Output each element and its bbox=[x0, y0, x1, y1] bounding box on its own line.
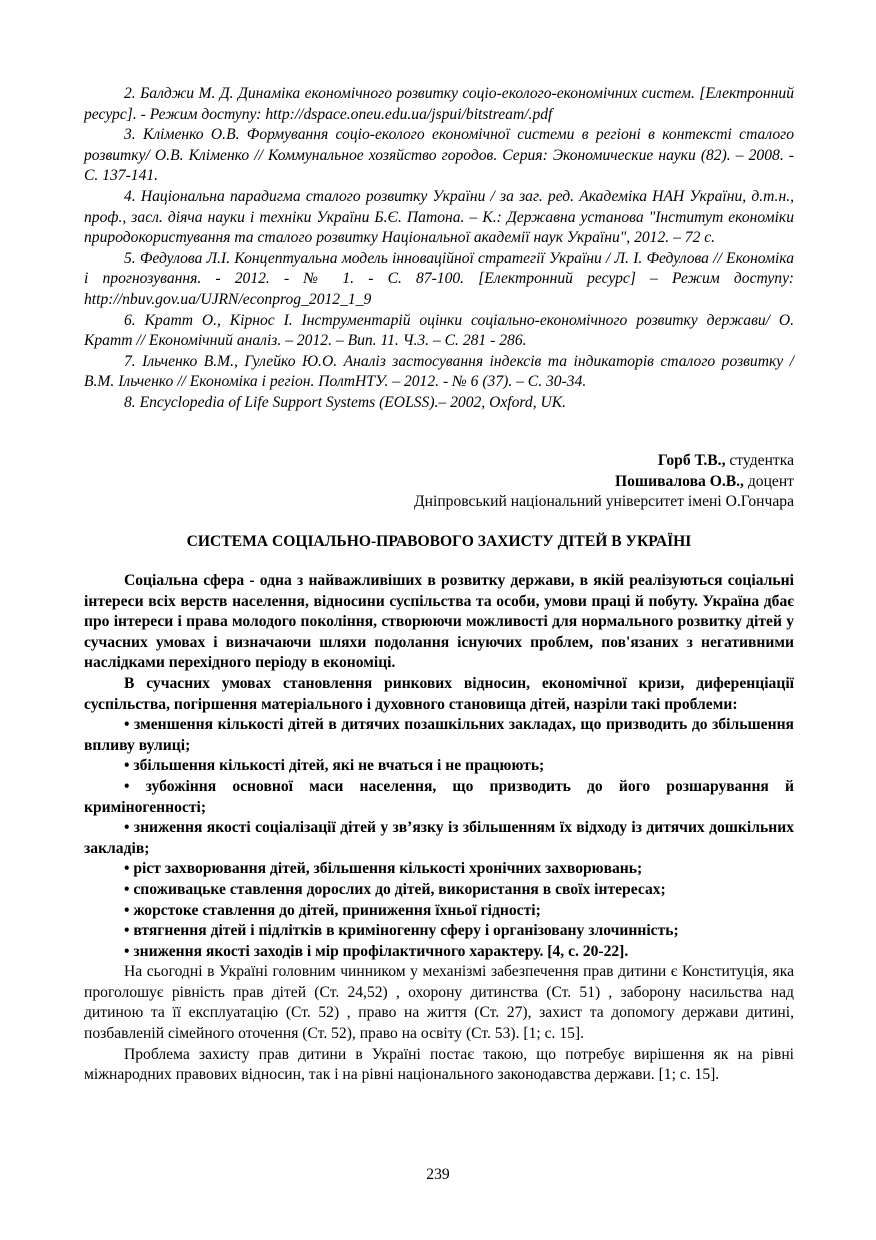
problem-item: • зниження якості заходів і мір профілактичного характеру. [4, с. 20-22]. bbox=[124, 942, 629, 960]
problem-item: • зменшення кількості дітей в дитячих позашкільних закладах, що призводить до збільшення впливу вулиці; bbox=[84, 716, 794, 754]
page-number: 239 bbox=[426, 1166, 450, 1183]
reference-item: 2. Балджи М. Д. Динаміка економічного розвитку соціо-еколого-економічних систем. [Електронний ресурс]. - Режим доступу: http://dspace.oneu.edu.ua/jspui/bitstream/.pdf bbox=[84, 85, 794, 123]
author-line bbox=[194, 451, 794, 472]
problem-item: • зниження якості соціалізації дітей у зв’язку із збільшенням їх відходу із дитячих дошкільних закладів; bbox=[84, 819, 794, 857]
problem-item: • зубожіння основної маси населення, що призводить до його розшарування й криміногенності; bbox=[84, 777, 794, 816]
article-title: СИСТЕМА СОЦІАЛЬНО-ПРАВОВОГО ЗАХИСТУ ДІТЕЙ В УКРАЇНІ bbox=[186, 533, 692, 550]
problem-item: • втягнення дітей і підлітків в криміногенну сферу і організовану злочинність; bbox=[124, 922, 679, 940]
author-name: Горб Т.В., bbox=[657, 452, 726, 469]
reference-item: 6. Кратт О., Кірнос І. Інструментарій оцінки соціально-економічного розвитку держави/ О. Кратт // Економічний аналіз. – 2012. – Вип. 11. Ч.3. – С. 281 - 286. bbox=[84, 311, 794, 350]
author-role: студентка bbox=[725, 452, 794, 469]
problem-item: • ріст захворювання дітей, збільшення кількості хронічних захворювань; bbox=[124, 860, 643, 878]
reference-item: 5. Федулова Л.І. Концептуальна модель інноваційної стратегії України / Л. І. Федулова // Економіка і прогнозування. - 2012. - № 1. - С. 87-100. [Електронний ресурс] – Режим доступу: http://nbuv.gov.ua/UJRN/econprog_2012_1_9 bbox=[84, 249, 794, 308]
problem-item: • споживацьке ставлення дорослих до дітей, використання в своїх інтересах; bbox=[124, 880, 666, 898]
body-paragraph: Проблема захисту прав дитини в Україні постає такою, що потребує вирішення як на рівні міжнародних правових відносин, так і на рівні національного законодавства держави. [1; с. 15]. bbox=[84, 1045, 794, 1084]
author-affiliation: Дніпровський національний університет імені О.Гончара bbox=[414, 493, 794, 511]
article-body bbox=[84, 571, 794, 1086]
author-block bbox=[194, 451, 794, 513]
body-paragraph: В сучасних умовах становлення ринкових відносин, економічної кризи, диференціації суспільства, погіршення матеріального і духовного становища дітей, назріли такі проблеми: bbox=[84, 674, 794, 713]
reference-item: 3. Кліменко О.В. Формування соціо-еколого економічної системи в регіоні в контексті сталого розвитку/ О.В. Кліменко // Коммунальное хозяйство городов. Серия: Экономические науки (82). – 2008. - С. 137-141. bbox=[84, 126, 794, 185]
problem-item: • збільшення кількості дітей, які не вчаться і не працюють; bbox=[124, 757, 545, 775]
reference-item: 7. Ільченко В.М., Гулейко Ю.О. Аналіз застосування індексів та індикаторів сталого розвитку / В.М. Ільченко // Економіка і регіон. ПолтНТУ. – 2012. - № 6 (37). – С. 30-34. bbox=[84, 352, 794, 391]
author-line bbox=[194, 472, 794, 493]
body-paragraph: Соціальна сфера - одна з найважливіших в розвитку держави, в якій реалізуються соціальні інтереси всіх верств населення, відносини суспільства та особи, умови праці й побуту. Україна дбає про інтереси і права молодого покоління, створюючи можливості для нормального розвитку дітей у сучасних умовах і визначаючи шляхи подолання існуючих проблем, пов'язаних з негативними наслідками перехідного періоду в економіці. bbox=[84, 572, 794, 672]
reference-item: 8. Encyclopedia of Life Support Systems (EOLSS).– 2002, Oxford, UK. bbox=[124, 393, 567, 411]
problem-item: • жорстоке ставлення до дітей, приниження їхньої гідності; bbox=[124, 901, 541, 919]
body-paragraph: На сьогодні в Україні головним чинником у механізмі забезпечення прав дитини є Конституція, яка проголошує рівність прав дітей (Ст. 24,52) , охорону дитинства (Ст. 51) , заборону насильства над дитиною та її експлуатацію (Ст. 52) , право на життя (Ст. 27), захист та допомогу держави дитині, позбавленій сімейного оточення (Ст. 52), право на освіту (Ст. 53). [1; с. 15]. bbox=[84, 963, 794, 1043]
author-name: Пошивалова О.В., bbox=[615, 472, 744, 490]
reference-item: 4. Національна парадигма сталого розвитку України / за заг. ред. Академіка НАН України, д.т.н., проф., засл. діяча науки і техніки України Б.Є. Патона. – К.: Державна установа "Інститут економіки природокористування та сталого розвитку Національної академії наук України", 2012. – 72 с. bbox=[84, 187, 794, 247]
reference-list bbox=[84, 84, 794, 414]
author-role: доцент bbox=[743, 472, 794, 490]
